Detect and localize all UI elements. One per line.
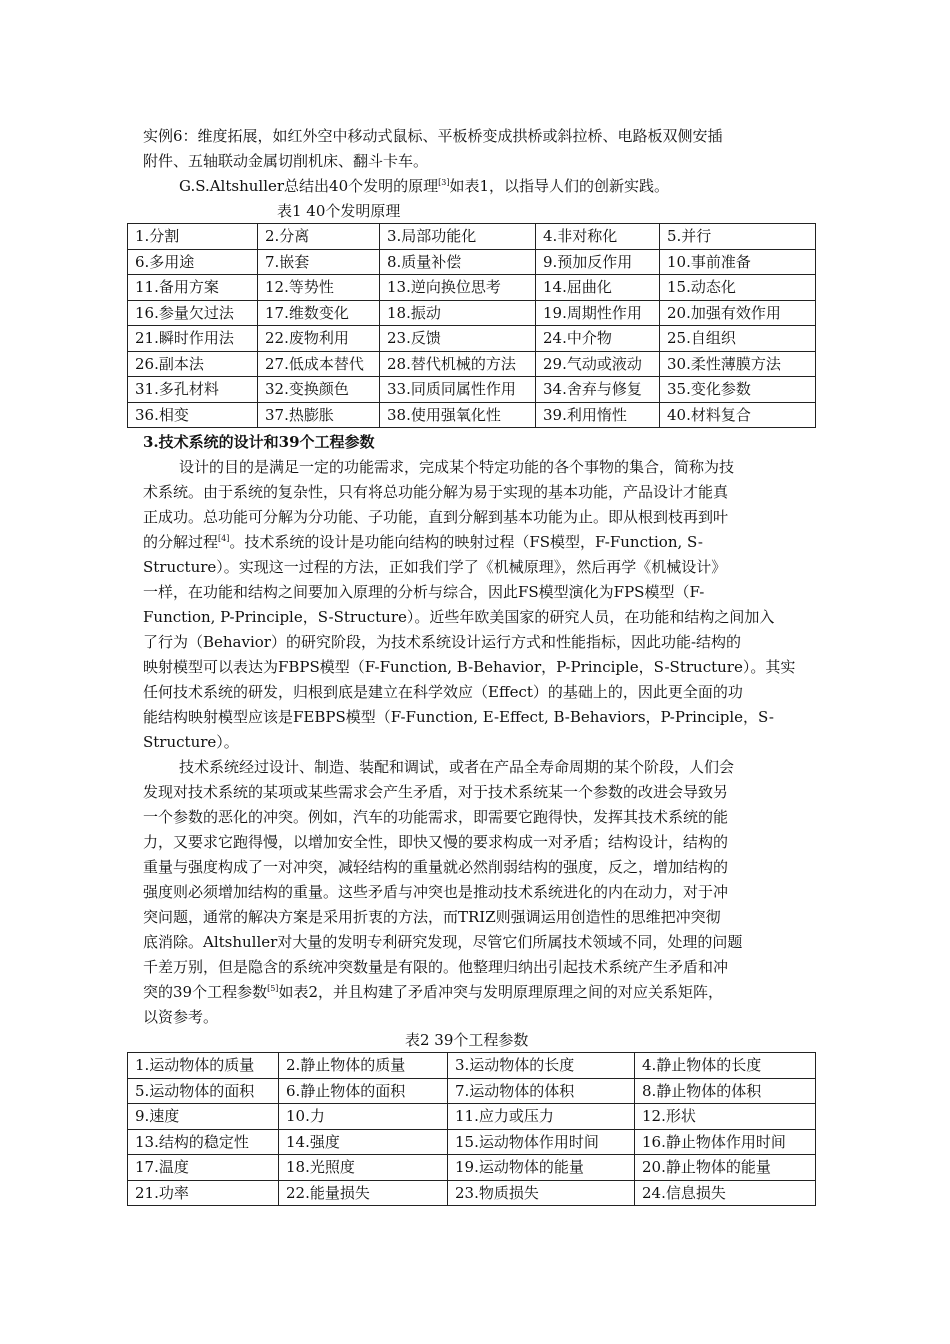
table-cell: 34.舍弃与修复 <box>536 377 660 403</box>
table-cell: 12.等势性 <box>258 275 380 301</box>
table-cell: 24.中介物 <box>536 326 660 352</box>
table2-row <box>128 1129 816 1155</box>
table-cell: 24.信息损失 <box>635 1180 816 1206</box>
table-cell: 15.动态化 <box>660 275 816 301</box>
table1-row <box>128 249 816 275</box>
table-cell: 8.质量补偿 <box>380 249 536 275</box>
p1-line: Structure）。 <box>143 733 239 751</box>
table-cell: 11.应力或压力 <box>448 1104 635 1130</box>
citation-4: [4] <box>218 534 230 543</box>
table-cell: 16.参量欠过法 <box>128 300 258 326</box>
p1-line: 映射模型可以表达为FBPS模型（F-Function, B-Behavior，P-Principle，S-Structure）。其实 <box>143 658 796 676</box>
table2-row <box>128 1104 816 1130</box>
table-cell: 2.分离 <box>258 224 380 250</box>
p2-line: 以资参考。 <box>143 1008 219 1026</box>
table-cell: 30.柔性薄膜方法 <box>660 351 816 377</box>
table2-row <box>128 1180 816 1206</box>
p2-text: 如表2，并且构建了矛盾冲突与发明原理原理之间的对应关系矩阵， <box>278 983 723 1001</box>
table-cell: 37.热膨胀 <box>258 402 380 428</box>
table-cell: 2.静止物体的质量 <box>279 1053 448 1079</box>
p1-line: 了行为（Behavior）的研究阶段，为技术系统设计运行方式和性能指标，因此功能-结构的 <box>143 633 742 651</box>
table-cell: 19.周期性作用 <box>536 300 660 326</box>
p1-line: 能结构映射模型应该是FEBPS模型（F-Function, E-Effect, B-Behaviors，P-Principle，S- <box>143 708 774 726</box>
table1-row <box>128 326 816 352</box>
p1-line: Function, P-Principle，S-Structure）。近些年欧美国家的研究人员，在功能和结构之间加入 <box>143 608 775 626</box>
section-heading: 3.技术系统的设计和39个工程参数 <box>143 433 375 451</box>
example-line-2: 附件、五轴联动金属切削机床、翻斗卡车。 <box>143 152 429 170</box>
example-line-1: 实例6：维度拓展，如红外空中移动式鼠标、平板桥变成拱桥或斜拉桥、电路板双侧安插 <box>143 127 723 145</box>
p1-line: 一样，在功能和结构之间要加入原理的分析与综合，因此FS模型演化为FPS模型（F- <box>143 583 705 601</box>
p2-text: 突的39个工程参数 <box>143 983 268 1001</box>
table-cell: 22.能量损失 <box>279 1180 448 1206</box>
table-cell: 11.备用方案 <box>128 275 258 301</box>
summary-line <box>179 174 669 198</box>
p2-line: 发现对技术系统的某项或某些需求会产生矛盾，对于技术系统某一个参数的改进会导致另 <box>143 783 729 801</box>
table-cell: 17.维数变化 <box>258 300 380 326</box>
table2-caption: 表2 39个工程参数 <box>405 1031 529 1049</box>
p2-line: 强度则必须增加结构的重量。这些矛盾与冲突也是推动技术系统进化的内在动力，对于冲 <box>143 883 729 901</box>
table-cell: 20.静止物体的能量 <box>635 1155 816 1181</box>
table-cell: 10.事前准备 <box>660 249 816 275</box>
table-cell: 26.副本法 <box>128 351 258 377</box>
table-cell: 21.功率 <box>128 1180 279 1206</box>
table-cell: 23.反馈 <box>380 326 536 352</box>
table-cell: 38.使用强氧化性 <box>380 402 536 428</box>
table2-row <box>128 1053 816 1079</box>
table-cell: 18.光照度 <box>279 1155 448 1181</box>
table-cell: 16.静止物体作用时间 <box>635 1129 816 1155</box>
p2-line: 重量与强度构成了一对冲突，减轻结构的重量就必然削弱结构的强度，反之，增加结构的 <box>143 858 729 876</box>
table-cell: 18.振动 <box>380 300 536 326</box>
engineering-parameters-table <box>127 1052 816 1206</box>
summary-text: G.S.Altshuller总结出40个发明的原理 <box>179 177 439 195</box>
table1-row <box>128 402 816 428</box>
citation-5: [5] <box>267 984 279 993</box>
table2-row <box>128 1155 816 1181</box>
table-cell: 27.低成本替代 <box>258 351 380 377</box>
p1-text: 。技术系统的设计是功能向结构的映射过程（FS模型，F-Function, S- <box>229 533 703 551</box>
p2-line: 技术系统经过设计、制造、装配和调试，或者在产品全寿命周期的某个阶段，人们会 <box>179 758 735 776</box>
table1-row <box>128 351 816 377</box>
table-cell: 36.相变 <box>128 402 258 428</box>
table-cell: 5.运动物体的面积 <box>128 1078 279 1104</box>
p2-line: 突问题，通常的解决方案是采用折衷的方法，而TRIZ则强调运用创造性的思维把冲突彻 <box>143 908 721 926</box>
table-cell: 17.温度 <box>128 1155 279 1181</box>
table1-row <box>128 224 816 250</box>
table-cell: 40.材料复合 <box>660 402 816 428</box>
table-cell: 4.静止物体的长度 <box>635 1053 816 1079</box>
p2-line: 千差万别，但是隐含的系统冲突数量是有限的。他整理归纳出引起技术系统产生矛盾和冲 <box>143 958 729 976</box>
table-cell: 1.分割 <box>128 224 258 250</box>
p1-line: 任何技术系统的研发，归根到底是建立在科学效应（Effect）的基础上的，因此更全面的功 <box>143 683 743 701</box>
table-cell: 6.多用途 <box>128 249 258 275</box>
table-cell: 5.并行 <box>660 224 816 250</box>
table-cell: 9.速度 <box>128 1104 279 1130</box>
table-cell: 7.嵌套 <box>258 249 380 275</box>
table-cell: 25.自组织 <box>660 326 816 352</box>
p1-line: 正成功。总功能可分解为分功能、子功能，直到分解到基本功能为止。即从根到枝再到叶 <box>143 508 729 526</box>
table-cell: 21.瞬时作用法 <box>128 326 258 352</box>
table-cell: 14.强度 <box>279 1129 448 1155</box>
table-cell: 23.物质损失 <box>448 1180 635 1206</box>
table-cell: 10.力 <box>279 1104 448 1130</box>
p1-line: 术系统。由于系统的复杂性，只有将总功能分解为易于实现的基本功能，产品设计才能真 <box>143 483 729 501</box>
table-cell: 8.静止物体的体积 <box>635 1078 816 1104</box>
table1-row <box>128 275 816 301</box>
p2-line <box>143 980 723 1004</box>
table-cell: 12.形状 <box>635 1104 816 1130</box>
table-cell: 13.结构的稳定性 <box>128 1129 279 1155</box>
table2-row <box>128 1078 816 1104</box>
table-cell: 3.局部功能化 <box>380 224 536 250</box>
table-cell: 4.非对称化 <box>536 224 660 250</box>
table1-row <box>128 300 816 326</box>
table-cell: 32.变换颜色 <box>258 377 380 403</box>
table-cell: 14.屈曲化 <box>536 275 660 301</box>
table1-caption: 表1 40个发明原理 <box>277 202 401 220</box>
table-cell: 22.废物利用 <box>258 326 380 352</box>
table-cell: 31.多孔材料 <box>128 377 258 403</box>
table-cell: 13.逆向换位思考 <box>380 275 536 301</box>
p1-line <box>143 530 703 554</box>
table-cell: 9.预加反作用 <box>536 249 660 275</box>
table-cell: 28.替代机械的方法 <box>380 351 536 377</box>
p1-text: 的分解过程 <box>143 533 219 551</box>
p1-line: 设计的目的是满足一定的功能需求，完成某个特定功能的各个事物的集合，简称为技 <box>179 458 735 476</box>
table-cell: 6.静止物体的面积 <box>279 1078 448 1104</box>
table-cell: 3.运动物体的长度 <box>448 1053 635 1079</box>
summary-text-end: 如表1，以指导人们的创新实践。 <box>449 177 670 195</box>
table-cell: 33.同质同属性作用 <box>380 377 536 403</box>
p2-line: 力，又要求它跑得慢，以增加安全性，即快又慢的要求构成一对矛盾；结构设计，结构的 <box>143 833 729 851</box>
table-cell: 15.运动物体作用时间 <box>448 1129 635 1155</box>
citation-3: [3] <box>438 178 450 187</box>
table-cell: 29.气动或液动 <box>536 351 660 377</box>
table-cell: 7.运动物体的体积 <box>448 1078 635 1104</box>
table-cell: 1.运动物体的质量 <box>128 1053 279 1079</box>
table-cell: 39.利用惰性 <box>536 402 660 428</box>
table-cell: 19.运动物体的能量 <box>448 1155 635 1181</box>
inventive-principles-table <box>127 223 816 428</box>
p1-line: Structure）。实现这一过程的方法，正如我们学了《机械原理》，然后再学《机械设计》 <box>143 558 727 576</box>
table-cell: 35.变化参数 <box>660 377 816 403</box>
p2-line: 一个参数的恶化的冲突。例如，汽车的功能需求，即需要它跑得快，发挥其技术系统的能 <box>143 808 729 826</box>
table1-row <box>128 377 816 403</box>
p2-line: 底消除。Altshuller对大量的发明专利研究发现，尽管它们所属技术领域不同，处理的问题 <box>143 933 743 951</box>
table-cell: 20.加强有效作用 <box>660 300 816 326</box>
